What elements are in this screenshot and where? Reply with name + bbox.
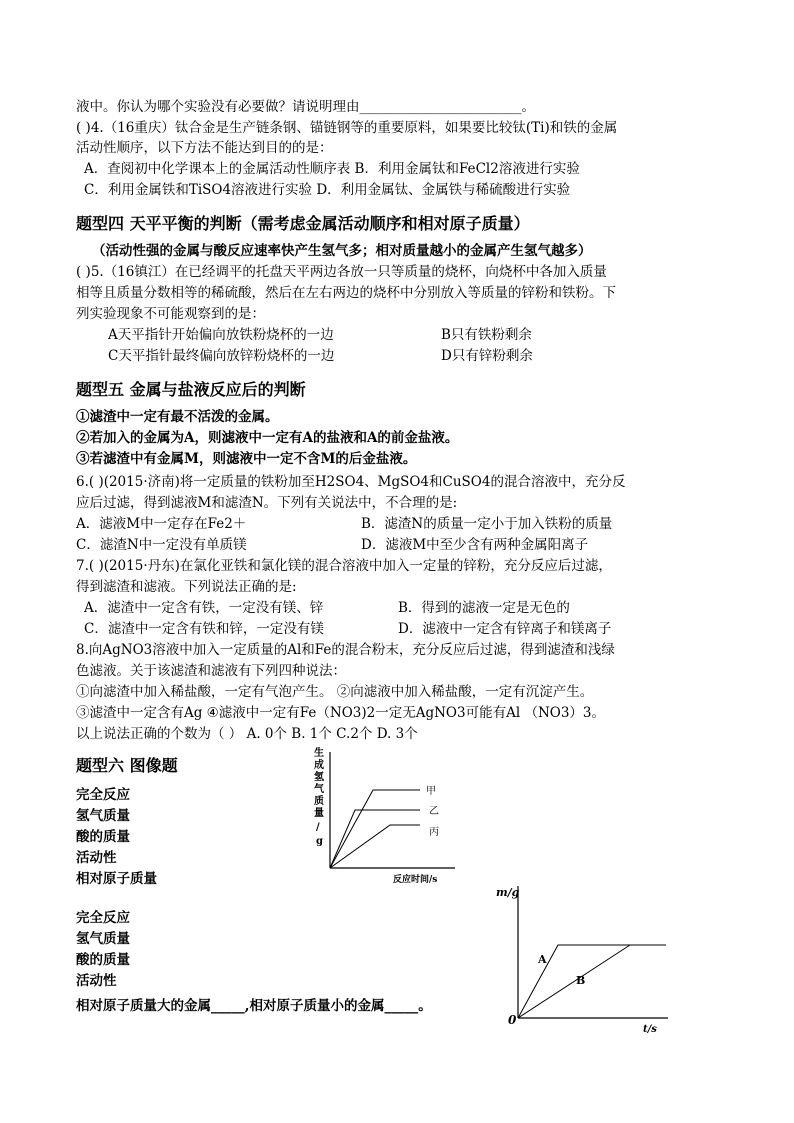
text-line: 应后过滤，得到滤液M和滤渣N。下列有关说法中，不合理的是:: [76, 495, 458, 511]
graph1-ylabel: [314, 746, 325, 847]
graph1-item: 完全反应: [76, 787, 130, 803]
graph1-item: 氢气质量: [76, 808, 130, 824]
ylabel-char: 气: [314, 784, 324, 795]
graph1-item: 活动性: [76, 850, 117, 866]
option-b: B只有铁粉剩余: [441, 327, 532, 343]
text-line: 活动性顺序，以下方法不能达到目的的是：: [76, 140, 333, 156]
question-5: ( )5.（16镇江）在已经调平的托盘天平两边各放一只等质量的烧杯，向烧杯中各加入质量: [76, 264, 607, 280]
ylabel-char: 氢: [314, 772, 324, 783]
option-line: C．利用金属铁和TiSO4溶液进行实验 D．利用金属钛、金属铁与稀硫酸进行实验: [84, 182, 571, 198]
graph2-question: 相对原子质量大的金属_____,相对原子质量小的金属_____。: [76, 998, 432, 1014]
graph1-item: 相对原子质量: [76, 871, 157, 887]
option-b: B．得到的滤液一定是无色的: [398, 600, 570, 616]
question-6: 6.( )(2015·济南)将一定质量的铁粉加至H2SO4、MgSO4和CuSO4的混合溶液中，充分反: [76, 474, 626, 490]
graph1-item: 酸的质量: [76, 829, 130, 845]
text-line: 色滤液。关于该滤渣和滤液有下列四种说法：: [76, 663, 346, 679]
ylabel-char: 量: [314, 808, 324, 819]
option-c: C天平指针最终偏向放锌粉烧杯的一边: [108, 348, 335, 364]
option-line: A．查阅初中化学课本上的金属活动性顺序表 B．利用金属钛和FeCl2溶液进行实验: [84, 161, 580, 177]
graph2-item: 氢气质量: [76, 931, 130, 947]
option-a: A．滤液M中一定存在Fe2＋: [76, 516, 247, 532]
text-line: 列实验现象不可能观察到的是：: [76, 306, 265, 322]
option-d: D．滤液M中至少含有两种金属阳离子: [361, 537, 589, 553]
x-axis-label: t/s: [643, 1024, 657, 1035]
text-line: 得到滤渣和滤液。下列说法正确的是:: [76, 579, 297, 595]
option-a: A．滤渣中一定含有铁，一定没有镁、锌: [84, 600, 324, 616]
series-label: 乙: [429, 806, 439, 817]
series-label: B: [576, 974, 586, 987]
ylabel-char: 生: [314, 748, 324, 759]
mass-time-graph: [488, 878, 678, 1038]
option-c: C．滤渣N中一定没有单质镁: [76, 537, 247, 553]
option-b: B．滤渣N的质量一定小于加入铁粉的质量: [361, 516, 613, 532]
y-axis-label: m/g: [496, 886, 520, 899]
option-c: C．滤渣中一定含有铁和锌，一定没有镁: [84, 621, 324, 637]
rule-3: ③若滤渣中有金属M，则滤液中一定不含M的后金盐液。: [76, 451, 417, 467]
ylabel-char: 成: [314, 760, 324, 771]
rule-2: ②若加入的金属为A，则滤液中一定有A的盐液和A的前金盐液。: [76, 430, 459, 446]
hint-line: （活动性强的金属与酸反应速率快产生氢气多；相对质量越小的金属产生氢气越多）: [92, 243, 592, 259]
series-line-jia: [330, 790, 420, 868]
text-line: 相等且质量分数相等的稀硫酸，然后在左右两边的烧杯中分别放入等质量的锌粉和铁粉。下: [76, 285, 616, 301]
option-a: A天平指针开始偏向放铁粉烧杯的一边: [108, 327, 334, 343]
question-7: 7.( )(2015·丹东)在氯化亚铁和氯化镁的混合溶液中加入一定量的锌粉，充分反应后过滤，: [76, 558, 612, 574]
question-8: 8.向AgNO3溶液中加入一定质量的Al和Fe的混合粉末，充分反应后过滤，得到滤渣和浅绿: [76, 642, 615, 658]
ylabel-char: g: [316, 836, 323, 847]
statement-line: ①向滤渣中加入稀盐酸，一定有气泡产生。 ②向滤液中加入稀盐酸，一定有沉淀产生。: [76, 684, 594, 700]
answer-options: 以上说法正确的个数为（ ） A. 0个 B. 1个 C.2个 D. 3个: [76, 726, 418, 742]
series-label: A: [538, 953, 547, 966]
series-line-b: [518, 945, 630, 1018]
option-d: D．滤液中一定含有锌离子和镁离子: [398, 621, 612, 637]
statement-line: ③滤渣中一定含有Ag ④滤液中一定有Fe（NO3)2一定无AgNO3可能有Al （NO3）3。: [76, 705, 606, 721]
question-4: ( )4.（16重庆）钛合金是生产链条钢、锚链钢等的重要原料，如果要比较钛(Ti)和铁的金属: [76, 120, 618, 136]
option-d: D只有锌粉剩余: [441, 348, 533, 364]
x-axis-label: 反应时间/s: [393, 875, 438, 885]
rule-1: ①滤渣中一定有最不活泼的金属。: [76, 409, 279, 425]
series-line-bing: [330, 825, 420, 868]
series-label: 丙: [429, 827, 439, 838]
section-heading-4: 题型四 天平平衡的判断（需考虑金属活动顺序和相对原子质量）: [76, 214, 530, 233]
ylabel-char: /: [316, 822, 320, 833]
hydrogen-time-graph: [305, 742, 475, 887]
series-line-yi: [330, 810, 420, 868]
ylabel-char: 质: [314, 796, 324, 807]
graph2-item: 完全反应: [76, 910, 130, 926]
graph2-item: 活动性: [76, 973, 117, 989]
section-heading-5: 题型五 金属与盐液反应后的判断: [76, 380, 306, 399]
series-label: 甲: [426, 786, 436, 797]
section-heading-6: 题型六 图像题: [76, 756, 178, 775]
origin-label: 0: [508, 1013, 517, 1027]
text-line: 液中。你认为哪个实验没有必要做？请说明理由________________________。: [76, 99, 535, 115]
graph2-item: 酸的质量: [76, 952, 130, 968]
